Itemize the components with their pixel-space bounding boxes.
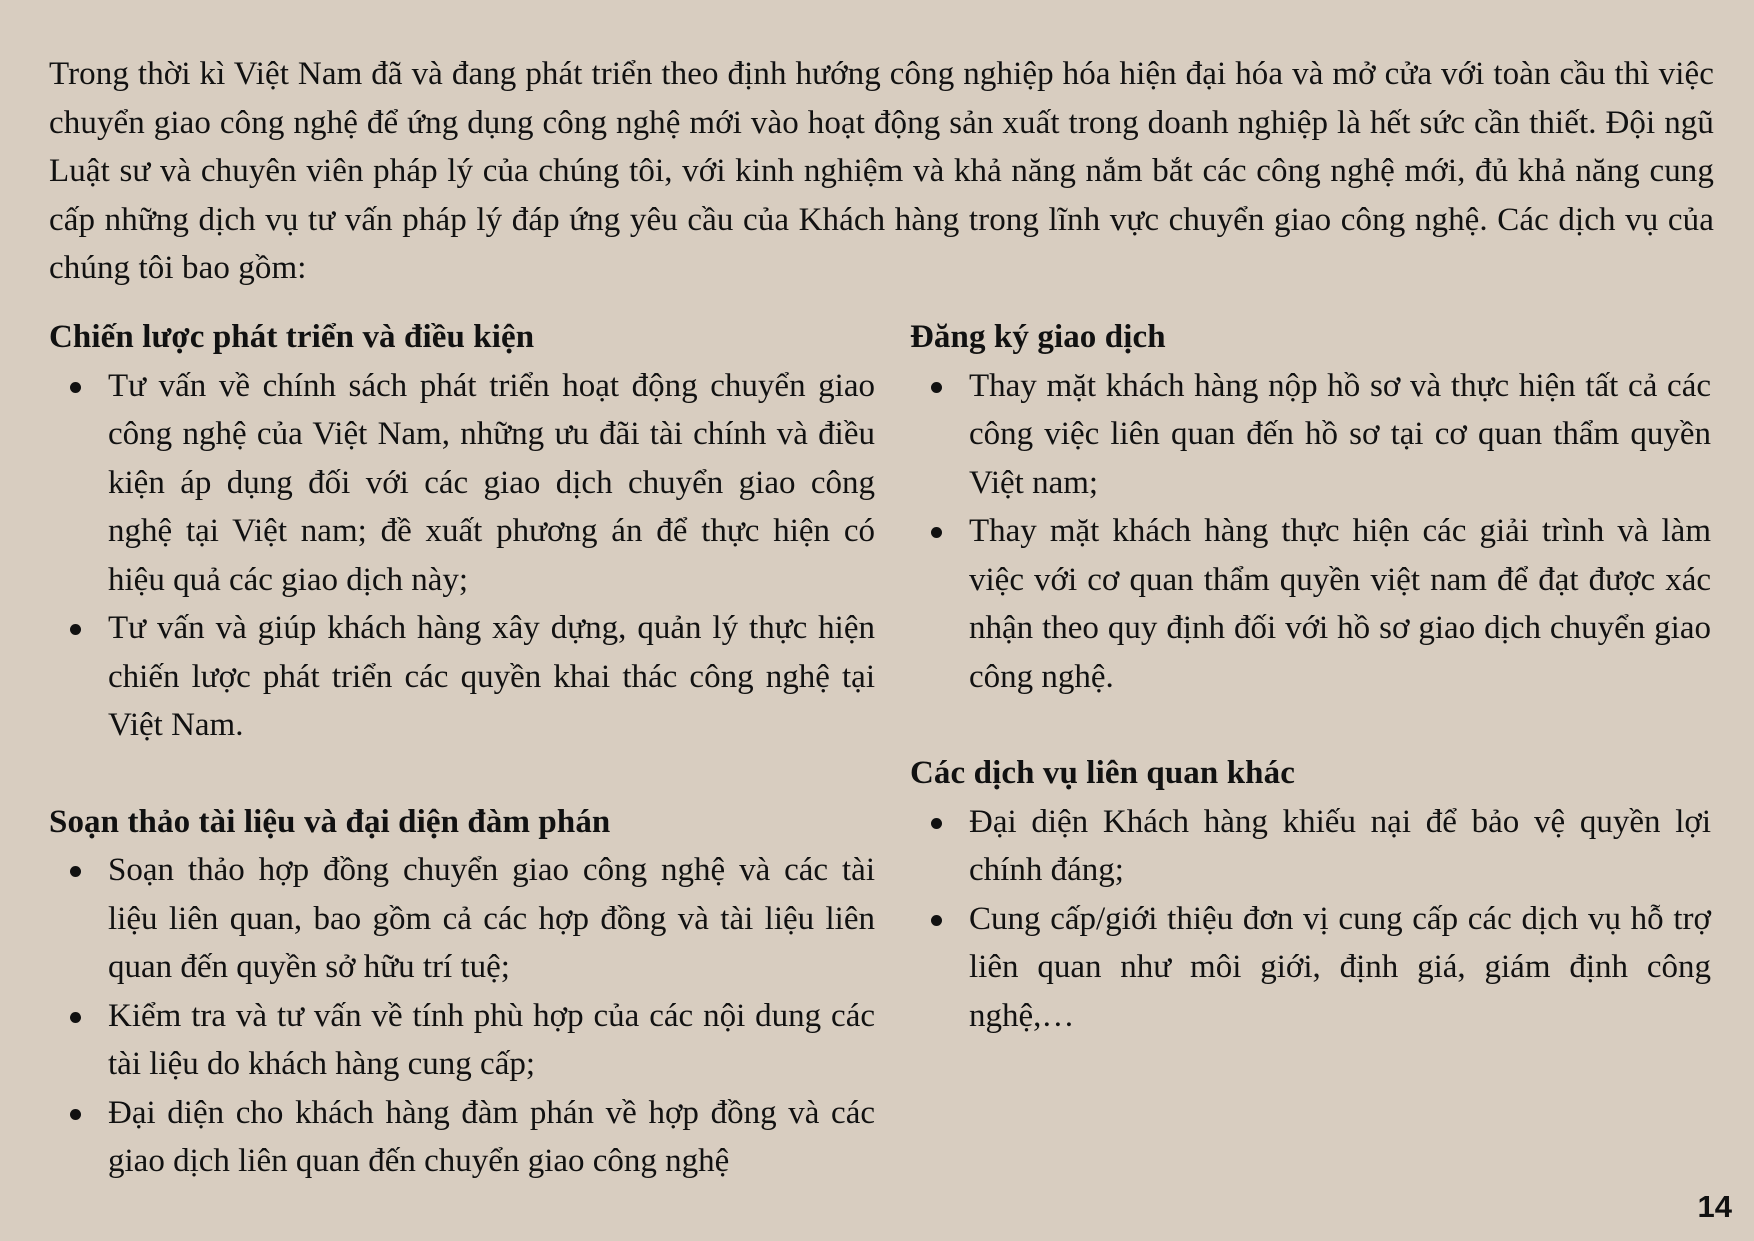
service-list: [910, 362, 1746, 702]
service-list: [49, 362, 875, 750]
bullet-icon: [931, 915, 942, 926]
service-list: [49, 846, 875, 1186]
bullet-icon: [70, 1012, 81, 1023]
section-transaction-registration: [910, 313, 1746, 701]
list-item: [910, 895, 1711, 1041]
bullet-icon: [931, 818, 942, 829]
intro-paragraph: Trong thời kì Việt Nam đã và đang phát triển theo định hướng công nghiệp hóa hiện đại hóa và mở cửa với toàn cầu thì việc chuyển giao công nghệ để ứng dụng công nghệ mới vào hoạt động sản xuất trong doanh nghiệp là hết sức cần thiết. Đội ngũ Luật sư và chuyên viên pháp lý của chúng tôi, với kinh nghiệm và khả năng nắm bắt các công nghệ mới, đủ khả năng cung cấp những dịch vụ tư vấn pháp lý đáp ứng yêu cầu của Khách hàng trong lĩnh vực chuyển giao công nghệ. Các dịch vụ của chúng tôi bao gồm:: [49, 56, 1714, 286]
section-title: Đăng ký giao dịch: [910, 319, 1166, 355]
list-item: [49, 1089, 875, 1186]
list-item: [49, 992, 875, 1089]
bullet-icon: [70, 866, 81, 877]
document-page: [49, 50, 1714, 1179]
list-item-text: Soạn thảo hợp đồng chuyển giao công nghệ và các tài liệu liên quan, bao gồm cả các hợp đồng và tài liệu liên quan đến quyền sở hữu trí tuệ;: [108, 852, 875, 985]
list-item: [49, 604, 875, 750]
list-item-text: Tư vấn về chính sách phát triển hoạt động chuyển giao công nghệ của Việt Nam, những ưu đãi tài chính và điều kiện áp dụng đối với các giao dịch chuyển giao công nghệ tại Việt nam; đề xuất phương án để thực hiện có hiệu quả các giao dịch này;: [108, 367, 875, 598]
page-number: 14: [1697, 1189, 1732, 1224]
list-item-text: Tư vấn và giúp khách hàng xây dựng, quản lý thực hiện chiến lược phát triển các quyền khai thác công nghệ tại Việt Nam.: [108, 610, 875, 743]
bullet-icon: [70, 624, 81, 635]
bullet-icon: [931, 382, 942, 393]
right-column: [910, 313, 1746, 1040]
list-item: [910, 798, 1711, 895]
section-drafting-negotiation: [49, 798, 875, 1186]
section-title: Các dịch vụ liên quan khác: [910, 755, 1295, 791]
list-item-text: Thay mặt khách hàng thực hiện các giải trình và làm việc với cơ quan thẩm quyền việt nam để đạt được xác nhận theo quy định đối với hồ sơ giao dịch chuyển giao công nghệ.: [969, 513, 1711, 695]
list-item-text: Đại diện Khách hàng khiếu nại để bảo vệ quyền lợi chính đáng;: [969, 803, 1711, 888]
section-development-strategy: [49, 313, 875, 750]
section-title: Soạn thảo tài liệu và đại diện đàm phán: [49, 803, 611, 840]
section-other-services: [910, 749, 1746, 1040]
list-item-text: Thay mặt khách hàng nộp hồ sơ và thực hiện tất cả các công việc liên quan đến hồ sơ tại cơ quan thẩm quyền Việt nam;: [969, 367, 1711, 501]
left-column: [49, 313, 875, 1186]
list-item: [49, 846, 875, 992]
list-item: [49, 362, 875, 605]
list-item: [910, 362, 1711, 508]
bullet-icon: [931, 527, 942, 538]
list-item-text: Cung cấp/giới thiệu đơn vị cung cấp các dịch vụ hỗ trợ liên quan như môi giới, định giá, giám định công nghệ,…: [969, 900, 1711, 1034]
section-title: Chiến lược phát triển và điều kiện: [49, 319, 535, 355]
list-item: [910, 507, 1711, 701]
service-list: [910, 798, 1746, 1041]
list-item-text: Kiểm tra và tư vấn về tính phù hợp của các nội dung các tài liệu do khách hàng cung cấp;: [108, 997, 875, 1082]
bullet-icon: [70, 382, 81, 393]
list-item-text: Đại diện cho khách hàng đàm phán về hợp đồng và các giao dịch liên quan đến chuyển giao công nghệ: [108, 1094, 875, 1179]
bullet-icon: [70, 1109, 81, 1120]
